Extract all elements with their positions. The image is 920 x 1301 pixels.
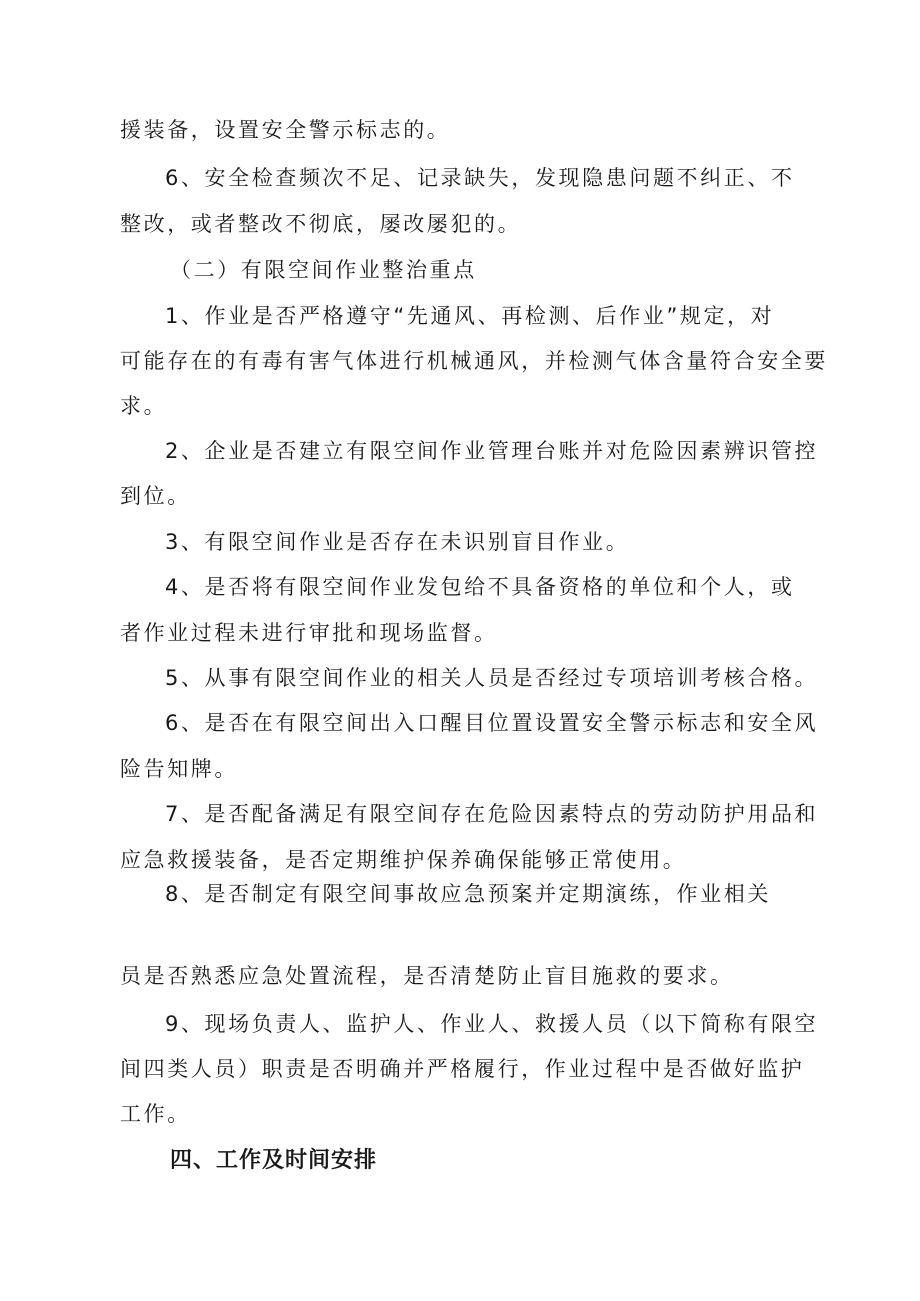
text-line-12: 者作业过程未进行审批和现场监督。	[120, 621, 498, 645]
text-line-21: 间四类人员）职责是否明确并严格履行，作业过程中是否做好监护	[120, 1057, 805, 1081]
text-line-19: 员是否熟悉应急处置流程，是否清楚防止盲目施救的要求。	[120, 964, 734, 988]
text-line-7: 求。	[120, 394, 168, 418]
text-line-3: 整改，或者整改不彻底，屡改屡犯的。	[120, 212, 522, 236]
text-line-9: 到位。	[120, 484, 191, 508]
text-line-8: 2、企业是否建立有限空间作业管理台账并对危险因素辨识管控	[165, 439, 819, 463]
text-line-20: 9、现场负责人、监护人、作业人、救援人员（以下简称有限空	[165, 1012, 819, 1036]
section-heading: 四、工作及时间安排	[170, 1148, 378, 1173]
text-line-14: 6、是否在有限空间出入口醒目位置设置安全警示标志和安全风	[165, 711, 819, 735]
text-line-22: 工作。	[120, 1102, 191, 1126]
text-line-13: 5、从事有限空间作业的相关人员是否经过专项培训考核合格。	[165, 666, 819, 690]
text-line-5: 1、作业是否严格遵守“先通风、再检测、后作业”规定，对	[165, 304, 775, 328]
text-line-17: 应急救援装备，是否定期维护保养确保能够正常使用。	[120, 848, 687, 872]
subsection-heading: （二）有限空间作业整治重点	[170, 258, 477, 282]
text-line-15: 险告知牌。	[120, 757, 238, 781]
text-line-6: 可能存在的有毒有害气体进行机械通风，并检测气体含量符合安全要	[120, 349, 828, 373]
text-line-2: 6、安全检查频次不足、记录缺失，发现隐患问题不纠正、不	[165, 166, 795, 190]
text-line-18: 8、是否制定有限空间事故应急预案并定期演练，作业相关	[165, 882, 771, 906]
text-line-1: 援装备，设置安全警示标志的。	[120, 118, 451, 142]
text-line-11: 4、是否将有限空间作业发包给不具备资格的单位和个人，或	[165, 575, 795, 599]
text-line-16: 7、是否配备满足有限空间存在危险因素特点的劳动防护用品和	[165, 802, 819, 826]
text-line-10: 3、有限空间作业是否存在未识别盲目作业。	[165, 530, 630, 554]
